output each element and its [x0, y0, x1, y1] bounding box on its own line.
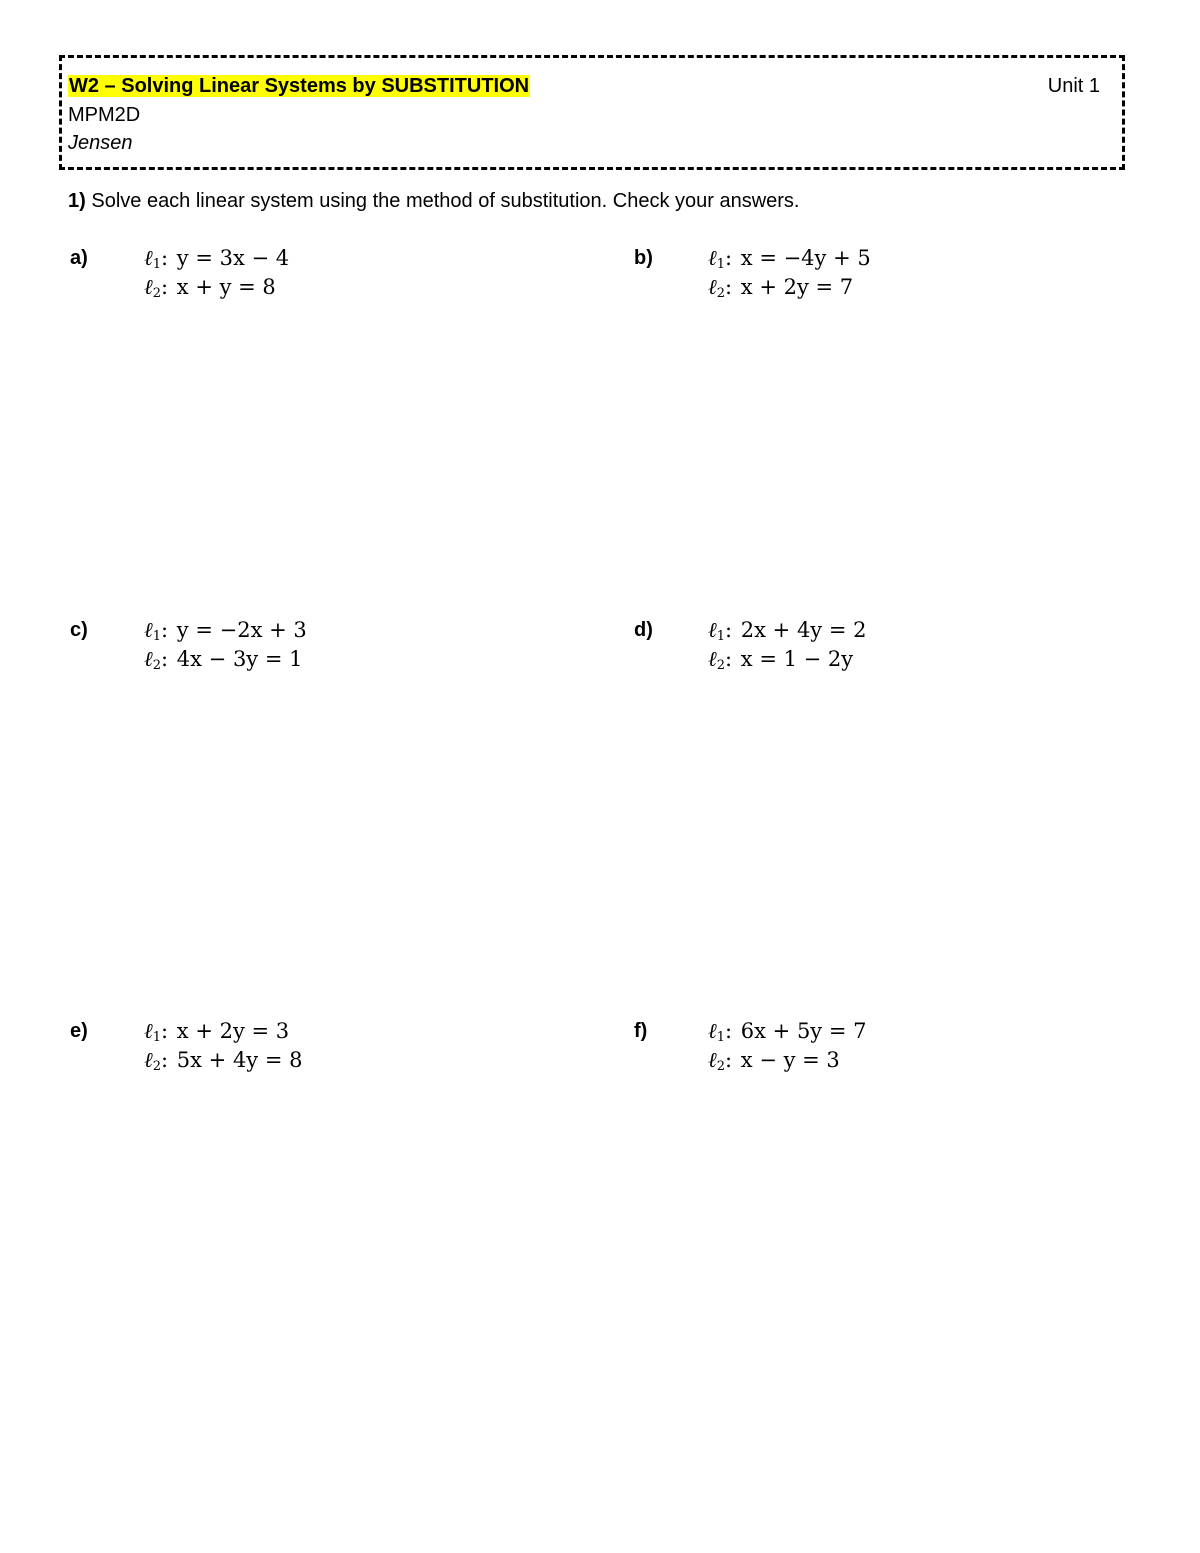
equation-line-2: ℓ$_2$: x − y = 3: [708, 1048, 840, 1074]
equation-text: y = 3x − 4: [176, 246, 290, 270]
problem-a: [70, 244, 550, 314]
problem-e: [70, 1017, 550, 1087]
course-code: MPM2D: [68, 104, 141, 126]
problem-label: a): [70, 247, 88, 269]
question-number: 1): [68, 190, 86, 212]
problem-label: f): [634, 1020, 648, 1042]
unit-label: Unit 1: [1047, 75, 1100, 97]
problem-label: c): [70, 619, 88, 641]
equation-line-2: ℓ$_2$: 5x + 4y = 8: [144, 1048, 303, 1074]
instruction: [68, 187, 800, 215]
line-symbol: ℓ$_2$: [144, 1048, 162, 1074]
line-symbol: ℓ$_2$: [708, 275, 726, 301]
equation-text: 5x + 4y = 8: [176, 1048, 303, 1072]
line-symbol: ℓ$_2$: [144, 647, 162, 673]
line-symbol: ℓ$_1$: [708, 246, 726, 272]
equation-text: 4x − 3y = 1: [176, 647, 303, 671]
equation-text: x = 1 − 2y: [740, 647, 854, 671]
worksheet-title: [68, 72, 530, 100]
equation-text: x − y = 3: [740, 1048, 840, 1072]
equation-text: 6x + 5y = 7: [740, 1019, 867, 1043]
line-symbol: ℓ$_1$: [144, 1019, 162, 1045]
equation-line-1: ℓ$_1$: y = −2x + 3: [144, 618, 307, 644]
equation-line-1: ℓ$_1$: x + 2y = 3: [144, 1019, 290, 1045]
equation-line-2: ℓ$_2$: x = 1 − 2y: [708, 647, 854, 673]
problem-label: d): [634, 619, 653, 641]
instruction-text: Solve each linear system using the method of substitution. Check your answers.: [85, 190, 800, 212]
line-symbol: ℓ$_1$: [144, 246, 162, 272]
line-symbol: ℓ$_1$: [708, 1019, 726, 1045]
equation-text: 2x + 4y = 2: [740, 618, 867, 642]
line-symbol: ℓ$_2$: [144, 275, 162, 301]
equation-line-2: ℓ$_2$: 4x − 3y = 1: [144, 647, 303, 673]
equation-text: y = −2x + 3: [176, 618, 307, 642]
problem-label: e): [70, 1020, 88, 1042]
equation-line-1: ℓ$_1$: 6x + 5y = 7: [708, 1019, 867, 1045]
equation-text: x + 2y = 3: [176, 1019, 290, 1043]
equation-line-1: ℓ$_1$: x = −4y + 5: [708, 246, 871, 272]
problem-c: [70, 616, 550, 686]
line-symbol: ℓ$_2$: [708, 647, 726, 673]
equation-line-1: ℓ$_1$: 2x + 4y = 2: [708, 618, 867, 644]
problem-b: [634, 244, 1114, 314]
line-symbol: ℓ$_1$: [144, 618, 162, 644]
line-symbol: ℓ$_1$: [708, 618, 726, 644]
equation-line-2: ℓ$_2$: x + y = 8: [144, 275, 276, 301]
title-highlight: W2 – Solving Linear Systems by SUBSTITUTION: [69, 75, 530, 97]
equation-text: x = −4y + 5: [740, 246, 871, 270]
line-symbol: ℓ$_2$: [708, 1048, 726, 1074]
equation-line-2: ℓ$_2$: x + 2y = 7: [708, 275, 854, 301]
equation-line-1: ℓ$_1$: y = 3x − 4: [144, 246, 290, 272]
problem-d: [634, 616, 1114, 686]
teacher-name: Jensen: [68, 132, 133, 154]
problem-f: [634, 1017, 1114, 1087]
equation-text: x + y = 8: [176, 275, 276, 299]
problem-label: b): [634, 247, 653, 269]
equation-text: x + 2y = 7: [740, 275, 854, 299]
